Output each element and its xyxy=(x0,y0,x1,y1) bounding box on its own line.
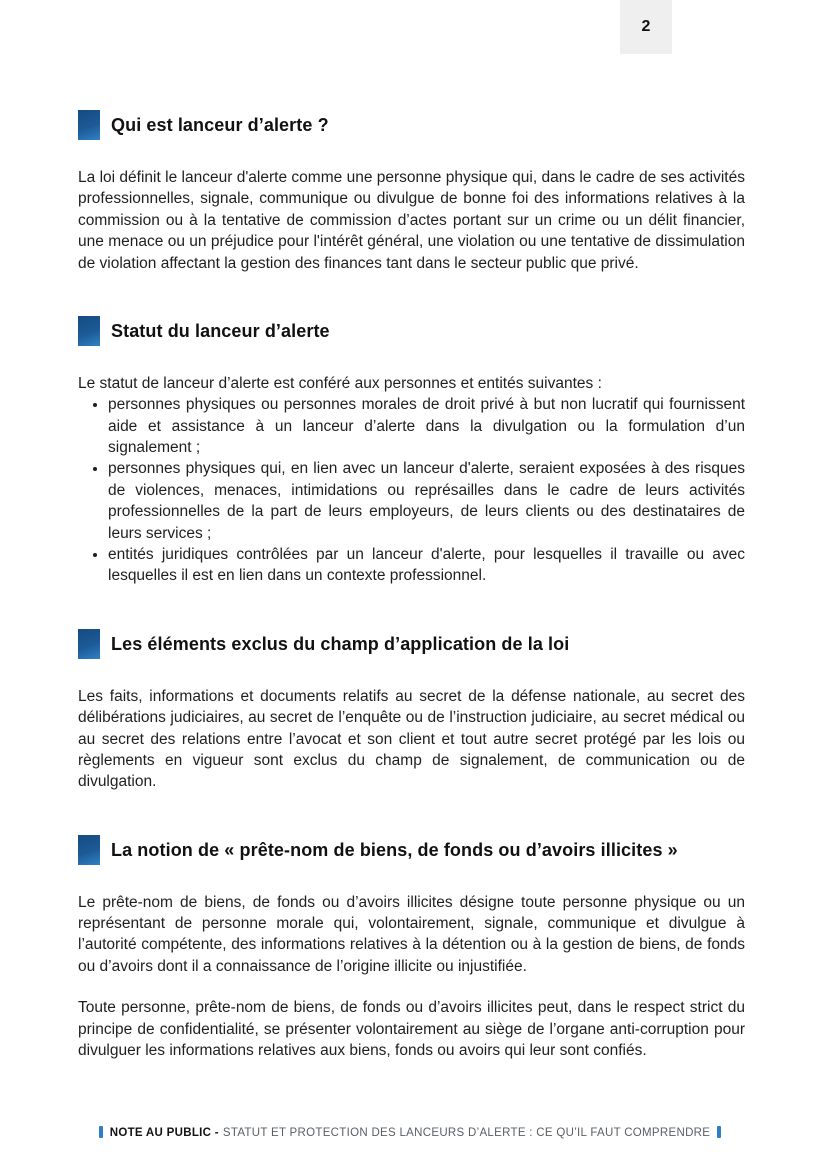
list-item: • entités juridiques contrôlées par un lanceur d'alerte, pour lesquelles il travaille ou avec lesquelles il est en lien dans un contexte professionnel. xyxy=(108,544,745,587)
paragraph: Toute personne, prête-nom de biens, de fonds ou d’avoirs illicites peut, dans le respect strict du principe de confidentialité, se présenter volontairement au siège de l’organe anti-corruption pour divulguer les informations relatives aux biens, fonds ou avoirs qui leur sont confiés. xyxy=(78,999,745,1060)
document-body xyxy=(78,100,745,1061)
footer-title: NOTE AU PUBLIC - xyxy=(109,1127,219,1139)
list-item: • personnes physiques qui, en lien avec un lanceur d'alerte, seraient exposées à des risques de violences, menaces, intimidations ou représailles dans le cadre de leurs activités professionnelles de la part de leurs employeurs, de leurs clients ou des destinataires de leurs services ; xyxy=(108,458,745,544)
heading-marker-icon xyxy=(78,110,100,140)
heading-marker-icon xyxy=(78,835,100,865)
heading-marker-icon xyxy=(78,629,100,659)
section-heading: La notion de « prête-nom de biens, de fonds ou d’avoirs illicites » xyxy=(111,839,678,860)
list-item: • personnes physiques ou personnes morales de droit privé à but non lucratif qui fournissent aide et assistance à un lanceur d’alerte dans la divulgation ou la formulation d’un signalement ; xyxy=(108,394,745,458)
footer-bar-icon xyxy=(717,1126,721,1138)
footer-subtitle: STATUT ET PROTECTION DES LANCEURS D’ALERTE : CE QU’IL FAUT COMPRENDRE xyxy=(222,1127,711,1139)
section-heading-row xyxy=(78,825,745,876)
footer-bar-icon xyxy=(99,1126,103,1138)
section-heading-row xyxy=(78,619,745,670)
page-number: 2 xyxy=(641,18,651,35)
section-statut-lanceur xyxy=(78,306,745,587)
section-heading-row xyxy=(78,100,745,151)
section-heading: Statut du lanceur d’alerte xyxy=(111,320,330,341)
section-qui-est-lanceur xyxy=(78,100,745,274)
list-intro: Le statut de lanceur d’alerte est conféré aux personnes et entités suivantes : xyxy=(78,374,602,392)
paragraph: La loi définit le lanceur d'alerte comme une personne physique qui, dans le cadre de ses activités professionnelles, signale, communique ou divulgue de bonne foi des informations relatives à la commission ou à la tentative de commission d’actes portant sur un crime ou un délit financier, une menace ou un préjudice pour l'intérêt général, une violation ou une tentative de dissimulation de violation affectant la gestion des finances tant dans le secteur public que privé. xyxy=(78,168,745,272)
heading-marker-icon xyxy=(78,316,100,346)
page-number-badge xyxy=(620,0,672,54)
section-notion-prete-nom xyxy=(78,825,745,1062)
section-heading: Les éléments exclus du champ d’application de la loi xyxy=(111,633,570,654)
paragraph: Le prête-nom de biens, de fonds ou d’avoirs illicites désigne toute personne physique ou un représentant de personne morale qui, volontairement, signale, communique et divulgue à l’autorité compétente, des informations relatives à la détention ou à la gestion de biens, de fonds ou d’avoirs dont il a connaissance de l’origine illicite ou injustifiée. xyxy=(78,893,745,975)
bullet-list xyxy=(78,394,745,587)
page-footer xyxy=(0,1126,820,1139)
paragraph: Les faits, informations et documents relatifs au secret de la défense nationale, au secret des délibérations judiciaires, au secret de l’enquête ou de l’instruction judiciaire, au secret médical ou au secret des relations entre l’avocat et son client et tout autre secret protégé par les lois ou règlements en vigueur sont exclus du champ de signalement, de communication ou de divulgation. xyxy=(78,687,745,791)
section-elements-exclus xyxy=(78,619,745,793)
section-heading-row xyxy=(78,306,745,357)
section-heading: Qui est lanceur d’alerte ? xyxy=(111,114,329,135)
